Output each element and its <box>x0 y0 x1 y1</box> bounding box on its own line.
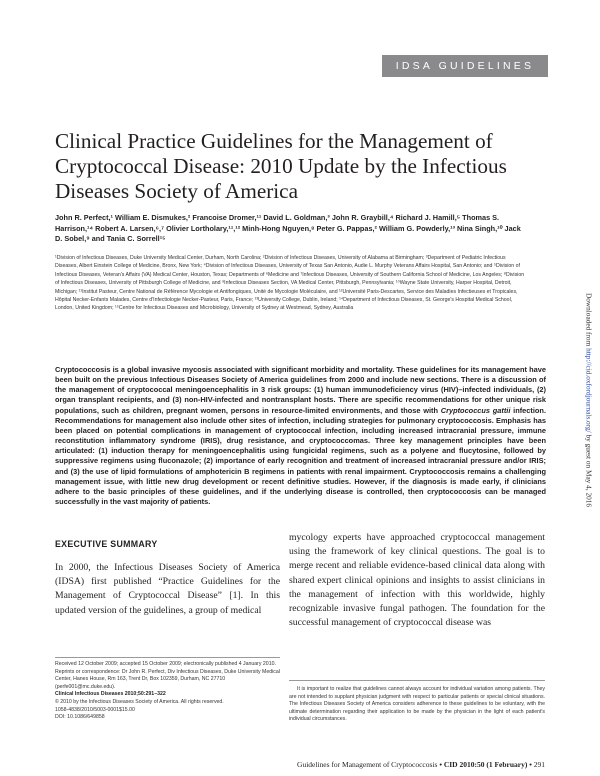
download-prefix: Downloaded from <box>584 292 594 349</box>
executive-summary-heading: EXECUTIVE SUMMARY <box>55 539 158 549</box>
abstract <box>55 365 546 507</box>
author-list: John R. Perfect,¹ William E. Dismukes,² Francoise Dromer,¹¹ David L. Goldman,³ John R. Graybill,⁴ Richard J. Hamill,⁵ Thomas S. Harrison,¹⁴ Robert A. Larsen,⁶,⁷ Olivier Lortholary,¹¹,¹² Minh-Hong Nguyen,⁸ Peter G. Pappas,² William G. Powderly,¹³ Nina Singh,¹⁰ Jack D. Sobel,⁹ and Tania C. Sorrell¹⁵ <box>55 213 521 243</box>
executive-summary-col1: In 2000, the Infectious Diseases Society of America (IDSA) first published “Practice Guidelines for the Management of Cryptococcal Disease” [1]. In this updated version of the guidelines, a group of medical <box>55 562 280 616</box>
abstract-part2: infection. Recommendations for management also include other sites of infection, including strategies for pulmonary cryptococcosis. Emphasis has been placed on potential complications in management of cryptococcal infection, including increased intracranial pressure, immune reconstitution inflammatory syndrome (IRIS), drug resistance, and cryptococcomas. Three key management principles have been articulated: (1) induction therapy for meningoencephalitis using fungicidal regimens, such as a polyene and flucytosine, followed by suppressive regimens using fluconazole; (2) importance of early recognition and treatment of increased intracranial pressure and/or IRIS; and (3) the use of lipid formulations of amphotericin B regimens in patients with renal impairment. Cryptococcosis remains a challenging management issue, with little new drug development or recent definitive studies. However, if the diagnosis is made early, if clinicians adhere to the basic principles of these guidelines, and if the underlying disease is controlled, then cryptococcosis can be managed successfully in the vast majority of patients. <box>55 405 546 507</box>
abstract-part1: Cryptococcosis is a global invasive mycosis associated with significant morbidity and mortality. These guidelines for its management have been built on the previous Infectious Diseases Society of America guidelines from 2000 and include new sections. There is a discussion of the management of cryptococcal meningoencephalitis in 3 risk groups: (1) human immunodeficiency virus (HIV)–infected individuals, (2) organ transplant recipients, and (3) non-HIV-infected and nontransplant hosts. There are specific recommendations for other unique risk populations, such as children, pregnant women, persons in resource-limited environments, and those with <box>55 365 546 415</box>
article-notes <box>55 661 280 722</box>
footer-bullet-2: • <box>529 760 532 769</box>
footnote-divider <box>55 657 280 658</box>
journal-citation: Clinical Infectious Diseases 2010;50:291–322 <box>55 691 166 698</box>
guideline-disclaimer: It is important to realize that guidelines cannot always account for individual variation among patients. They are not intended to supplant physician judgment with respect to particular patients or special clinical situations. The Infectious Diseases Society of America considers adherence to these guidelines to be voluntary, with the ultimate determination regarding their application to be made by the physician in the light of each patient's individual circumstances. <box>289 686 545 723</box>
received-note: Received 12 October 2009; accepted 15 October 2009; electronically published 4 January 2010. <box>55 661 276 667</box>
download-notice <box>585 293 594 507</box>
copyright-note: © 2010 by the Infectious Diseases Society of America. All rights reserved. <box>55 698 224 705</box>
footer-citation: CID 2010:50 (1 February) <box>443 760 528 769</box>
issn-note: 1058-4838/2010/5003-0001$15.00 <box>55 706 135 713</box>
abstract-species: Cryptococcus gattii <box>440 405 511 415</box>
page-number: 291 <box>533 760 545 769</box>
download-suffix: by guest on May 4, 2016 <box>584 432 594 508</box>
reprints-note: Reprints or correspondence: Dr John R. Perfect, Div Infectious Diseases, Duke University Medical Center, Hanes House, Rm 163, Trent Dr, Box 102359, Durham, NC 27710 (perfe001@mc.duke.edu). <box>55 668 280 690</box>
section-banner: IDSA GUIDELINES <box>382 55 548 77</box>
footer-bullet: • <box>439 760 442 769</box>
executive-summary-col2: mycology experts have approached cryptococcal management using the framework of key clinical questions. The goal is to merge recent and reliable evidence-based clinical data along with shared expert clinical opinions and insights to assist clinicians in the management of infection with this worldwide, highly recognizable invasive fungal pathogen. The foundation for the successful management of cryptococcal disease was <box>289 532 545 629</box>
disclaimer-divider <box>289 680 545 681</box>
page-footer <box>297 760 545 769</box>
running-title: Guidelines for Management of Cryptococcosis <box>297 760 438 769</box>
download-link[interactable]: http://cid.oxfordjournals.org/ <box>584 348 594 433</box>
article-title: Clinical Practice Guidelines for the Management of Cryptococcal Disease: 2010 Update by the Infectious Diseases Society of America <box>55 129 507 203</box>
doi-note: DOI: 10.1086/649858 <box>55 714 105 721</box>
affiliations: ¹Division of Infectious Diseases, Duke University Medical Center, Durham, North Carolina; ²Division of Infectious Diseases, University of Alabama at Birmingham; ³Department of Pediatric Infectious Diseases, Albert Einstein College of Medicine, Bronx, New York; ⁴Division of Infectious Diseases, University of Texas San Antonio, Audie L. Murphy Veterans Affairs Hospital, San Antonio; and ⁵Division of Infectious Diseases, Veteran's Affairs (VA) Medical Center, Houston, Texas; Departments of ⁶Medicine and ⁷Infectious Diseases, University of Southern California School of Medicine, Los Angeles; ⁸Division of Infectious Diseases, University of Pittsburgh College of Medicine, and ⁹Infectious Diseases Section, VA Medical Center, Pittsburgh, Pennsylvania; ¹⁰Wayne State University, Harper Hospital, Detroit, Michigan; ¹¹Institut Pasteur, Centre National de Référence Mycologie et Antifongiques, Unité de Mycologie Moléculaire, and ¹²Université Paris-Descartes, Service des Maladies Infectieuses et Tropicales, Hôpital Necker-Enfants Malades, Centre d'Infectiologie Necker-Pasteur, Paris, France; ¹³University College, Dublin, Ireland; ¹⁴Department of Infectious Diseases, St. George's Hospital Medical School, London, United Kingdom; ¹⁵Centre for Infectious Diseases and Microbiology, University of Sydney at Westmead, Sydney, Australia <box>55 255 525 312</box>
